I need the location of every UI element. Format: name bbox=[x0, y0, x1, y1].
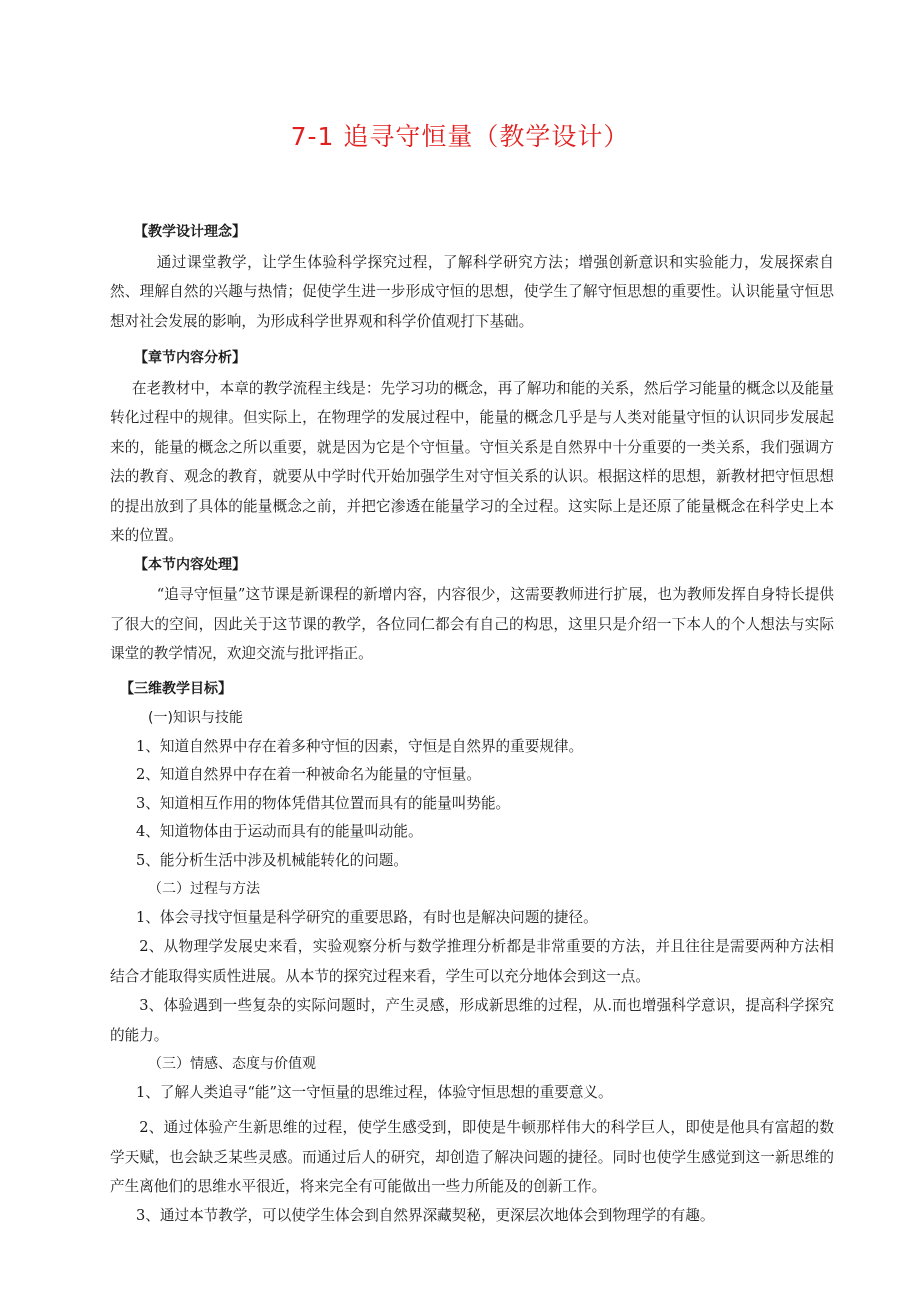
subheading-process-method: （二）过程与方法 bbox=[148, 881, 260, 897]
knowledge-item-4: 4、知道物体由于运动而具有的能量叫动能。 bbox=[136, 823, 423, 840]
knowledge-item-3: 3、知道相互作用的物体凭借其位置而具有的能量叫势能。 bbox=[136, 794, 511, 812]
process-item-2: 2、从物理学发展史来看，实验观察分析与数学推理分析都是非常重要的方法，并且往往是需要两种方法相结合才能取得实质性进展。从本节的探究过程来看，学生可以充分地体会到这一点。 bbox=[110, 938, 834, 985]
content-analysis-paragraph: 在老教材中，本章的教学流程主线是：先学习功的概念，再了解功和能的关系，然后学习能量的概念以及能量转化过程中的规律。但实际上，在物理学的发展过程中，能量的概念几乎是与人类对能量守恒的认识同步发展起来的，能量的概念之所以重要，就是因为它是个守恒量。守恒关系是自然界中十分重要的一类关系，我们强调方法的教育、观念的教育，就要从中学时代开始加强学生对守恒关系的认识。根据这样的思想，新教材把守恒思想的提出放到了具体的能量概念之前，并把它渗透在能量学习的全过程。这实际上是还原了能量概念在科学史上本来的位置。 bbox=[110, 379, 834, 544]
design-idea-paragraph: 通过课堂教学，让学生体验科学探究过程，了解科学研究方法；增强创新意识和实验能力，发展探索自然、理解自然的兴趣与热情；促使学生进一步形成守恒的思想，使学生了解守恒思想的重要性。认识能量守恒思想对社会发展的影响，为形成科学世界观和科学价值观打下基础。 bbox=[110, 253, 834, 330]
knowledge-item-1: 1、知道自然界中存在着多种守恒的因素，守恒是自然界的重要规律。 bbox=[136, 737, 584, 755]
process-item-1: 1、体会寻找守恒量是科学研究的重要思路，有时也是解决问题的捷径。 bbox=[136, 908, 598, 926]
section-heading-objectives: 【三维教学目标】 bbox=[120, 680, 232, 697]
knowledge-item-2: 2、知道自然界中存在着一种被命名为能量的守恒量。 bbox=[136, 766, 481, 783]
document-title: 7-1 追寻守恒量（教学设计） bbox=[290, 122, 630, 151]
subheading-emotion-values: （三）情感、态度与价值观 bbox=[148, 1056, 316, 1072]
content-handling-paragraph: “追寻守恒量”这节课是新课程的新增内容，内容很少，这需要教师进行扩展，也为教师发挥自身特长提供了很大的空间，因此关于这节课的教学，各位同仁都会有自己的构思，这里只是介绍一下本人的个人想法与实际课堂的教学情况，欢迎交流与批评指正。 bbox=[110, 586, 834, 662]
emotion-item-2: 2、通过体验产生新思维的过程，使学生感受到，即使是牛顿那样伟大的科学巨人，即使是他具有富超的数学天赋，也会缺乏某些灵感。而通过后人的研究，却创造了解决问题的捷径。同时也使学生感觉到这一新思维的产生离他们的思维水平很近，将来完全有可能做出一些力所能及的创新工作。 bbox=[110, 1119, 834, 1195]
emotion-item-3: 3、通过本节教学，可以使学生体会到自然界深藏契秘，更深层次地体会到物理学的有趣。 bbox=[136, 1206, 715, 1224]
section-heading-content-analysis: 【章节内容分析】 bbox=[134, 350, 246, 366]
subheading-knowledge-skills: (一)知识与技能 bbox=[148, 710, 243, 726]
process-item-3: 3、体验遇到一些复杂的实际问题时，产生灵感，形成新思维的过程，从.而也增强科学意识，提高科学探究的能力。 bbox=[110, 997, 834, 1044]
emotion-item-1: 1、了解人类追寻“能”这一守恒量的思维过程，体验守恒思想的重要意义。 bbox=[136, 1083, 613, 1101]
knowledge-item-5: 5、能分析生活中涉及机械能转化的问题。 bbox=[136, 851, 408, 869]
document-body bbox=[110, 218, 834, 1230]
section-heading-content-handling: 【本节内容处理】 bbox=[134, 556, 246, 573]
section-heading-design-idea: 【教学设计理念】 bbox=[134, 224, 246, 240]
